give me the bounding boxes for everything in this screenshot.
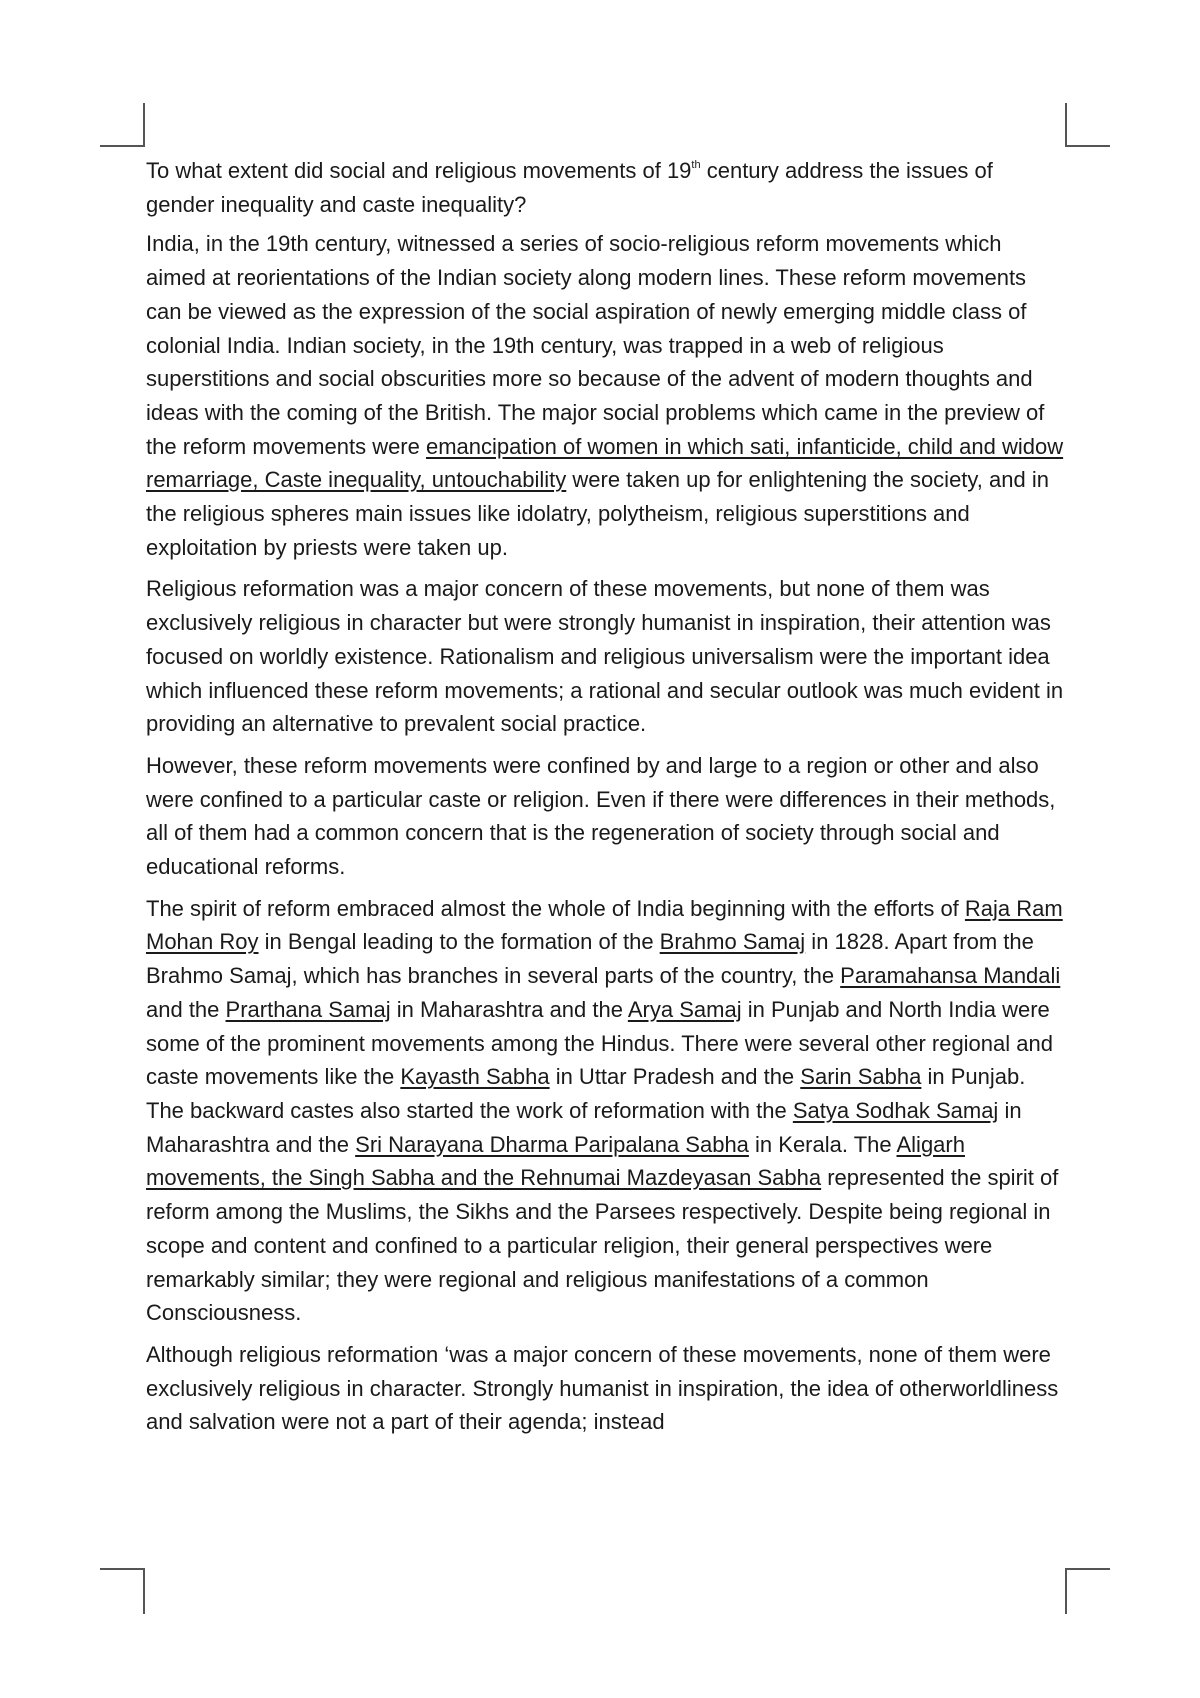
underlined-paramahansa-mandali: Paramahansa Mandali — [840, 963, 1061, 989]
underlined-kayasth-sabha: Kayasth Sabha — [400, 1064, 550, 1090]
paragraph-4-text-6: in Punjab and North India were some of the prominent movements among the Hindus. There were several other regional and caste movements like the — [146, 996, 1053, 1090]
paragraph-2: Religious reformation was a major concern of these movements, but none of them was exclusively religious in character but were strongly humanist in inspiration, their attention was focused on worldly existence. Rationalism and religious universalism were the important idea which influenced these reform movements; a rational and secular outlook was much evident in providing an alternative to prevalent social practice. — [146, 576, 1064, 737]
paragraph-3: However, these reform movements were confined by and large to a region or other and also were confined to a particular caste or religion. Even if there were differences in their methods, all of them had a common concern that is the regeneration of society through social and educational reforms. — [146, 752, 1056, 880]
paragraph-4 — [146, 892, 1066, 1330]
paragraph-4-text-3: in 1828. Apart from the Brahmo Samaj, which has branches in several parts of the country, the — [146, 929, 1034, 989]
paragraph-4-text-11: represented the spirit of reform among the Muslims, the Sikhs and the Parsees respectively. Despite being regional in scope and content and confined to a particular religion, their general perspectives were remarkably similar; they were regional and religious manifestations of a common Consciousness. — [146, 1165, 1059, 1326]
paragraph-4-text-7: in Uttar Pradesh and the — [549, 1064, 801, 1090]
underlined-raja-ram-mohan-roy: Raja Ram Mohan Roy — [146, 895, 1063, 955]
underlined-aligarh-singh-rehnumai: Aligarh movements, the Singh Sabha and the Rehnumai Mazdeyasan Sabha — [146, 1131, 965, 1191]
paragraph-1 — [146, 227, 1066, 564]
paragraph-4-text-8: in Punjab. The backward castes also started the work of reformation with the — [146, 1064, 1026, 1123]
paragraph-1-text-2: were taken up for enlightening the society, and in the religious spheres main issues like idolatry, polytheism, religious superstitions and exploitation by priests were taken up. — [146, 467, 1049, 560]
paragraph-4-text-4: and the — [146, 996, 226, 1022]
paragraph-4-text-5: in Maharashtra and the — [390, 996, 628, 1022]
underlined-arya-samaj: Arya Samaj — [627, 996, 742, 1022]
paragraph-4-text-9: in Maharashtra and the — [146, 1097, 1022, 1157]
question-text-1: To what extent did social and religious movements of 19 — [146, 158, 692, 183]
underlined-sri-narayana-dharma-paripalana-sabha: Sri Narayana Dharma Paripalana Sabha — [355, 1131, 749, 1157]
crop-mark-bottom-right — [1065, 1568, 1110, 1614]
underlined-sarin-sabha: Sarin Sabha — [800, 1064, 922, 1090]
paragraph-1-underlined: emancipation of women in which sati, infanticide, child and widow remarriage, Caste inequality, untouchability — [146, 433, 1064, 493]
underlined-prarthana-samaj: Prarthana Samaj — [225, 996, 391, 1022]
question-text-2: century address the issues of gender inequality and caste inequality? — [146, 158, 993, 217]
crop-mark-top-right — [1065, 103, 1110, 147]
document-body — [146, 154, 1066, 1447]
question-heading — [146, 154, 1066, 221]
crop-mark-bottom-left — [100, 1568, 145, 1614]
underlined-brahmo-samaj: Brahmo Samaj — [659, 929, 806, 955]
paragraph-4-text-10: in Kerala. The — [748, 1131, 897, 1157]
underlined-satya-sodhak-samaj: Satya Sodhak Samaj — [792, 1097, 999, 1123]
paragraph-1-text-1: India, in the 19th century, witnessed a series of socio-religious reform movements which aimed at reorientations of the Indian society along modern lines. These reform movements can be viewed as the expression of the social aspiration of newly emerging middle class of colonial India. Indian society, in the 19th century, was trapped in a web of religious superstitions and social obscurities more so because of the advent of modern thoughts and ideas with the coming of the British. The major social problems which came in the preview of the reform movements were — [146, 231, 1045, 459]
question-superscript: th — [691, 158, 701, 171]
crop-mark-top-left — [100, 103, 145, 147]
paragraph-4-text-2: in Bengal leading to the formation of the — [258, 929, 660, 955]
paragraph-4-text-1: The spirit of reform embraced almost the whole of India beginning with the efforts of — [146, 895, 965, 921]
paragraph-5: Although religious reformation ‘was a major concern of these movements, none of them were exclusively religious in character. Strongly humanist in inspiration, the idea of otherworldliness and salvation were not a part of their agenda; instead — [146, 1341, 1059, 1435]
